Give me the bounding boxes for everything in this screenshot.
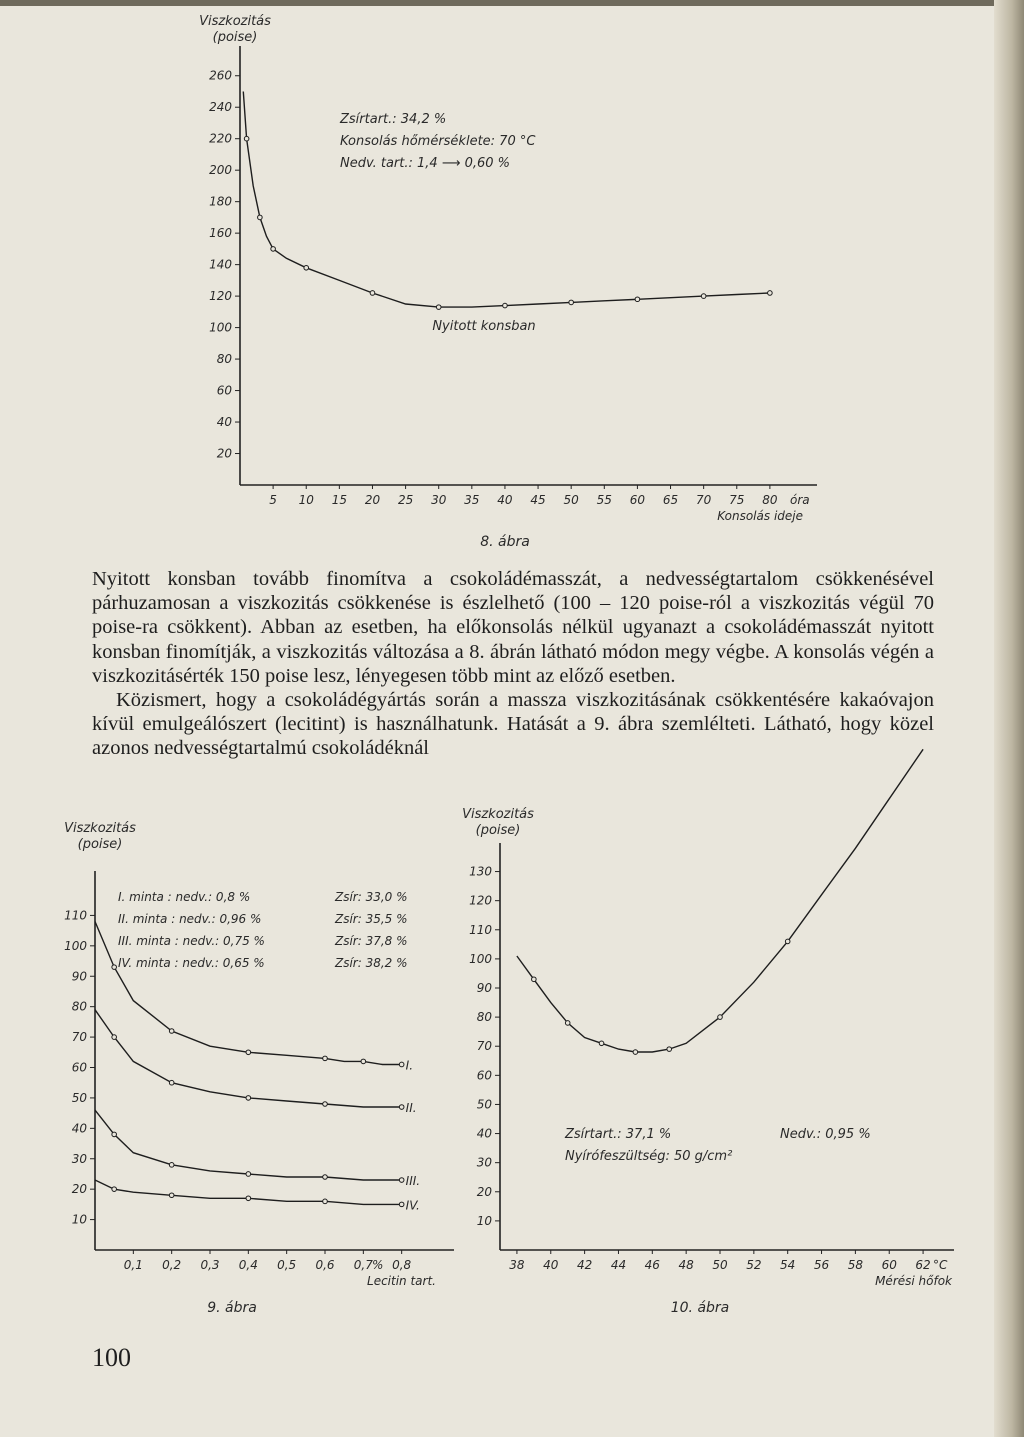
x-tick-label: 42: [576, 1258, 593, 1272]
y-tick-label: 110: [64, 908, 87, 923]
x-tick-label: 0,6: [315, 1258, 335, 1272]
x-tick-label: 60: [629, 493, 646, 507]
y-axis-unit: (poise): [77, 837, 123, 852]
series-label: IV.: [405, 1198, 420, 1213]
y-tick-label: 80: [71, 999, 87, 1014]
data-point: [768, 291, 773, 296]
series-label: I.: [405, 1058, 414, 1073]
data-point: [399, 1178, 404, 1183]
y-tick-label: 110: [469, 922, 492, 937]
annotation: Konsolás hőmérséklete: 70 °C: [340, 134, 536, 149]
x-axis-label: Lecitin tart.: [367, 1274, 436, 1288]
x-axis-unit: °C: [933, 1258, 948, 1272]
x-tick-label: 20: [364, 493, 381, 507]
legend-entry: II. minta : nedv.: 0,96 %: [118, 912, 262, 926]
x-tick-label: 54: [780, 1258, 796, 1272]
y-tick-label: 40: [476, 1126, 492, 1141]
y-tick-label: 60: [71, 1060, 87, 1075]
y-axis-label: Viszkozitás: [64, 821, 136, 836]
x-tick-label: 50: [563, 493, 579, 507]
y-tick-label: 90: [71, 969, 87, 984]
y-tick-label: 60: [216, 383, 232, 398]
y-tick-label: 180: [209, 194, 232, 209]
y-axis-label: Viszkozitás: [199, 14, 271, 29]
data-point: [246, 1196, 251, 1201]
y-tick-label: 120: [209, 289, 232, 304]
data-point: [323, 1056, 328, 1061]
paragraph-1: Nyitott konsban tovább finomítva a csokoládémasszát, a nedvességtartalom csökkenésével párhuzamosan a viszkozitás csökkenése is észlelhető (100 – 120 poise-ról a viszkozitás végül 70 poise-ra csökkent). Abban az esetben, ha előkonsolás nélkül ugyanazt a csokoládémasszát nyitott konsban finomítják, a viszkozitás változása a 8. ábrán látható módon megy végbe. A konsolás végén a viszkozitásérték 150 poise lesz, lényegesen több mint az előző esetben.: [92, 568, 934, 687]
chart-9-group: [64, 821, 454, 1316]
y-tick-label: 30: [71, 1151, 87, 1166]
x-axis-unit: óra: [790, 493, 810, 507]
y-tick-label: 240: [209, 100, 232, 115]
data-point: [569, 300, 574, 305]
data-point: [532, 977, 537, 982]
data-point: [323, 1102, 328, 1107]
chart-figure-8: [0, 0, 1024, 560]
data-point: [246, 1050, 251, 1055]
annotation: Zsírtart.: 37,1 %: [565, 1127, 672, 1142]
x-tick-label: 15: [331, 493, 347, 507]
x-tick-label: 0,1: [123, 1258, 143, 1272]
figure-caption: 8. ábra: [480, 534, 530, 550]
y-tick-label: 60: [476, 1068, 492, 1083]
y-tick-label: 50: [71, 1090, 87, 1105]
figure-caption: 10. ábra: [670, 1300, 730, 1316]
y-tick-label: 100: [469, 951, 492, 966]
y-tick-label: 50: [476, 1097, 492, 1112]
x-tick-label: 40: [497, 493, 513, 507]
x-tick-label: 62: [915, 1258, 931, 1272]
data-point: [635, 297, 640, 302]
x-tick-label: 5: [269, 493, 277, 507]
annotation: Nedv. tart.: 1,4 ⟶ 0,60 %: [340, 156, 511, 171]
series-label: II.: [405, 1101, 417, 1116]
data-point: [503, 303, 508, 308]
data-point: [112, 1187, 117, 1192]
page-number: 100: [92, 1343, 131, 1372]
annotation: Nyírófeszültség: 50 g/cm²: [565, 1149, 733, 1164]
x-tick-label: 35: [464, 493, 480, 507]
paragraph-2: Közismert, hogy a csokoládégyártás során a massza viszkozitásának csökkentésére kakaóvajon kívül emulgeálószert (lecitint) is használhatunk. Hatását a 9. ábra szemlélteti. Látható, hogy közel azonos nedvességtartalmú csokoládéknál: [92, 689, 934, 760]
data-point: [246, 1172, 251, 1177]
x-tick-label: 70: [696, 493, 712, 507]
series-label: Nyitott konsban: [432, 319, 536, 334]
data-point: [244, 136, 249, 141]
x-tick-label: 0,3: [200, 1258, 220, 1272]
data-point: [361, 1059, 366, 1064]
x-tick-label: 52: [746, 1258, 762, 1272]
y-tick-label: 100: [209, 320, 232, 335]
data-point: [112, 965, 117, 970]
chart-8-group: [199, 14, 817, 550]
x-axis-label: Mérési hőfok: [875, 1274, 952, 1288]
y-tick-label: 120: [469, 893, 492, 908]
data-point: [399, 1202, 404, 1207]
data-point: [169, 1193, 174, 1198]
x-tick-label: 45: [530, 493, 546, 507]
x-tick-label: 58: [847, 1258, 864, 1272]
x-tick-label: 65: [662, 493, 679, 507]
data-point: [169, 1163, 174, 1168]
y-tick-label: 30: [476, 1155, 492, 1170]
data-point: [271, 247, 276, 252]
data-point: [304, 265, 309, 270]
x-tick-label: 55: [596, 493, 612, 507]
x-tick-label: 25: [397, 493, 414, 507]
y-tick-label: 220: [209, 131, 232, 146]
data-point: [701, 294, 706, 299]
x-tick-label: 0,2: [162, 1258, 182, 1272]
data-point: [246, 1096, 251, 1101]
data-point: [169, 1029, 174, 1034]
data-point: [565, 1021, 570, 1026]
x-tick-label: 48: [678, 1258, 694, 1272]
data-point: [599, 1041, 604, 1046]
legend-entry: III. minta : nedv.: 0,75 %: [118, 934, 265, 948]
series-line-1: [517, 749, 923, 1052]
y-tick-label: 40: [216, 415, 232, 430]
legend-fat: Zsír: 33,0 %: [335, 890, 408, 904]
body-text: [92, 567, 934, 761]
y-tick-label: 20: [476, 1184, 492, 1199]
chart-10-group: [462, 749, 954, 1316]
data-point: [112, 1035, 117, 1040]
series-line-4: [95, 1180, 402, 1204]
y-tick-label: 130: [469, 864, 492, 879]
data-point: [323, 1199, 328, 1204]
x-tick-label: 50: [712, 1258, 728, 1272]
x-tick-label: 38: [509, 1258, 525, 1272]
data-point: [323, 1175, 328, 1180]
data-point: [633, 1050, 638, 1055]
data-point: [399, 1062, 404, 1067]
y-tick-label: 10: [476, 1213, 492, 1228]
y-tick-label: 20: [216, 446, 232, 461]
x-tick-label: 0,7: [353, 1258, 373, 1272]
data-point: [112, 1132, 117, 1137]
y-tick-label: 20: [71, 1182, 87, 1197]
data-point: [785, 939, 790, 944]
data-point: [399, 1105, 404, 1110]
x-axis-unit: %: [372, 1258, 384, 1272]
data-point: [667, 1047, 672, 1052]
legend-fat: Zsír: 37,8 %: [335, 934, 408, 948]
y-axis-label: Viszkozitás: [462, 807, 534, 822]
y-axis-unit: (poise): [212, 30, 258, 45]
data-point: [370, 291, 375, 296]
y-tick-label: 10: [71, 1212, 87, 1227]
y-axis-unit: (poise): [475, 823, 521, 838]
series-line-2: [95, 1010, 402, 1107]
data-point: [258, 215, 263, 220]
y-tick-label: 200: [209, 163, 232, 178]
annotation: Zsírtart.: 34,2 %: [340, 112, 447, 127]
y-tick-label: 40: [71, 1121, 87, 1136]
x-tick-label: 0,4: [238, 1258, 258, 1272]
y-tick-label: 90: [476, 981, 492, 995]
x-tick-label: 30: [431, 493, 447, 507]
x-tick-label: 46: [644, 1258, 660, 1272]
y-tick-label: 160: [209, 226, 232, 241]
annotation: Nedv.: 0,95 %: [780, 1127, 871, 1142]
x-tick-label: 40: [543, 1258, 559, 1272]
x-tick-label: 56: [813, 1258, 830, 1272]
y-tick-label: 140: [209, 257, 232, 272]
x-tick-label: 75: [729, 493, 745, 507]
legend-entry: IV. minta : nedv.: 0,65 %: [118, 956, 265, 970]
series-line-1: [95, 922, 402, 1065]
y-tick-label: 70: [476, 1039, 492, 1054]
series-line-1: [243, 92, 770, 308]
x-tick-label: 0,5: [277, 1258, 297, 1272]
legend-entry: I. minta : nedv.: 0,8 %: [118, 890, 251, 904]
x-tick-label: 80: [762, 493, 778, 507]
x-tick-label: 10: [298, 493, 314, 507]
series-label: III.: [405, 1174, 421, 1189]
x-tick-label: 0,8: [392, 1258, 412, 1272]
data-point: [436, 305, 441, 310]
y-tick-label: 80: [216, 352, 232, 367]
y-tick-label: 100: [64, 938, 87, 953]
y-tick-label: 80: [476, 1010, 492, 1025]
data-point: [718, 1015, 723, 1020]
data-point: [169, 1080, 174, 1085]
figure-caption: 9. ábra: [207, 1300, 257, 1316]
series-line-3: [95, 1110, 402, 1180]
y-tick-label: 70: [71, 1030, 87, 1045]
x-tick-label: 60: [881, 1258, 897, 1272]
y-tick-label: 260: [209, 68, 232, 83]
x-axis-label: Konsolás ideje: [717, 509, 803, 523]
x-tick-label: 44: [610, 1258, 627, 1272]
legend-fat: Zsír: 38,2 %: [335, 956, 408, 970]
legend-fat: Zsír: 35,5 %: [335, 912, 408, 926]
